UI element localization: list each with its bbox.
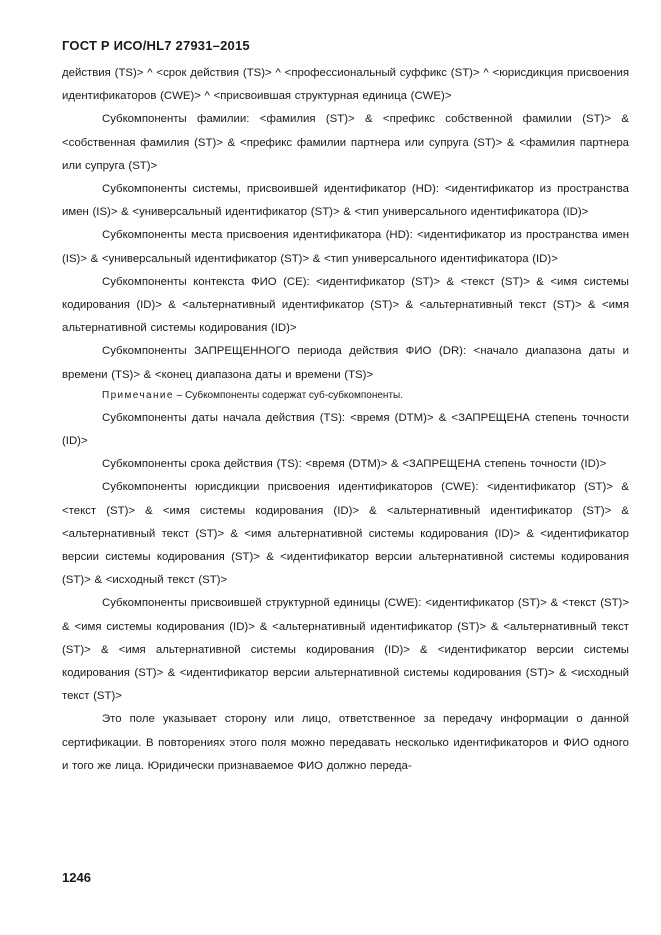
note-text: – Субкомпоненты содержат суб-субкомпоненты.	[173, 389, 403, 401]
paragraph-forbidden-period-subcomponents: Субкомпоненты ЗАПРЕЩЕННОГО периода действия ФИО (DR): <начало диапазона даты и времени (TS)> & <конец диапазона даты и времени (TS)>	[62, 345, 629, 381]
paragraph-assigning-system-subcomponents: Субкомпоненты системы, присвоившей идентификатор (HD): <идентификатор из пространства имен (IS)> & <универсальный идентификатор (ST)> & <тип универсального идентификатора (ID)>	[62, 183, 629, 219]
paragraph-assigning-place-subcomponents: Субкомпоненты места присвоения идентификатора (HD): <идентификатор из пространства имен (IS)> & <универсальный идентификатор (ST)> & <тип универсального идентификатора (ID)>	[62, 229, 629, 265]
paragraph-assigning-unit-subcomponents: Субкомпоненты присвоившей структурной единицы (CWE): <идентификатор (ST)> & <текст (ST)> & <имя системы кодирования (ID)> & <альтернативный идентификатор (ST)> & <альтернативный текст (ST)> & <имя альтернативной системы кодирования (ID)> & <идентификатор версии системы кодирования (ST)> & <идентификатор версии альтернативной системы кодирования (ST)> & <исходный текст (ST)>	[62, 597, 629, 703]
page-number: 1246	[62, 870, 91, 885]
paragraph-effective-date-subcomponents: Субкомпоненты даты начала действия (TS): <время (DTM)> & <ЗАПРЕЩЕНА степень точности (ID)>	[62, 411, 629, 448]
document-page	[62, 38, 629, 778]
paragraph-surname-subcomponents: Субкомпоненты фамилии: <фамилия (ST)> & <префикс собственной фамилии (ST)> & <собственная фамилия (ST)> & <префикс фамилии партнера или супруга (ST)> & <фамилия партнера или супруга (ST)>	[62, 113, 629, 172]
note-label: Примечание	[102, 389, 174, 401]
paragraph-expiration-date-subcomponents: Субкомпоненты срока действия (TS): <время (DTM)> & <ЗАПРЕЩЕНА степень точности (ID)>	[102, 458, 607, 471]
paragraph-continuation: действия (TS)> ^ <срок действия (TS)> ^ <профессиональный суффикс (ST)> ^ <юрисдикция присвоения идентификаторов (CWE)> ^ <присвоившая структурная единица (CWE)>	[62, 67, 629, 103]
paragraph-field-description: Это поле указывает сторону или лицо, ответственное за передачу информации о данной сертификации. В повторениях этого поля можно передавать несколько идентификаторов и ФИО одного и того же лица. Юридически признаваемое ФИО должно переда-	[62, 713, 629, 772]
paragraph-name-context-subcomponents: Субкомпоненты контекста ФИО (CE): <идентификатор (ST)> & <текст (ST)> & <имя системы кодирования (ID)> & <альтернативный идентификатор (ST)> & <альтернативный текст (ST)> & <имя альтернативной системы кодирования (ID)>	[62, 275, 629, 335]
standard-code-header: ГОСТ Р ИСО/HL7 27931–2015	[62, 38, 250, 53]
note	[62, 389, 629, 403]
paragraph-jurisdiction-subcomponents: Субкомпоненты юрисдикции присвоения идентификаторов (CWE): <идентификатор (ST)> & <текст (ST)> & <имя системы кодирования (ID)> & <альтернативный идентификатор (ST)> & <альтернативный текст (ST)> & <имя альтернативной системы кодирования (ID)> & <идентификатор версии системы кодирования (ST)> & <идентификатор версии альтернативной системы кодирования (ST)> & <исходный текст (ST)>	[62, 481, 629, 587]
